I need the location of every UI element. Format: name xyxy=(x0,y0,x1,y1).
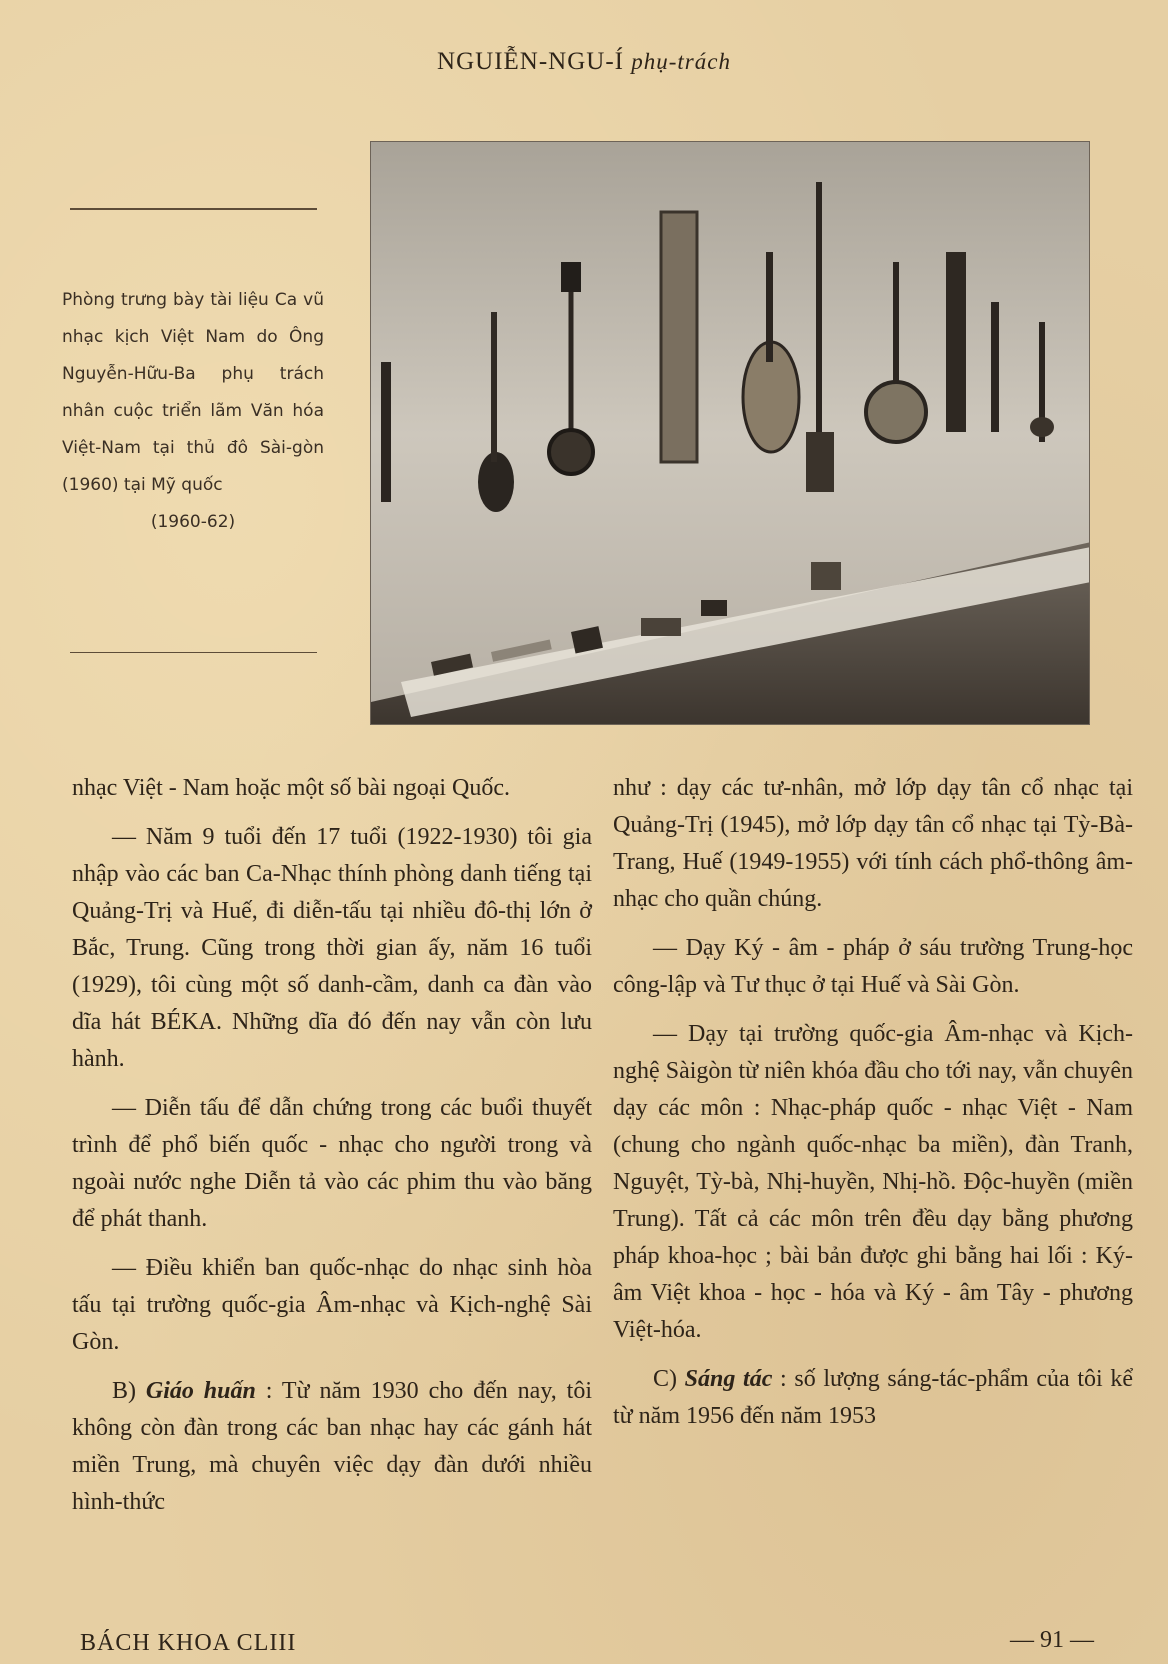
section-b-marker: B) xyxy=(112,1378,146,1404)
photo-instruments-exhibit xyxy=(371,142,1090,725)
right-paragraph-2: — Dạy Ký - âm - pháp ở sáu trường Trung-học công-lập và Tư thục ở tại Huế và Sài Gòn. xyxy=(613,935,1133,998)
left-paragraph-3: — Diễn tấu để dẫn chứng trong các buổi thuyết trình để phổ biến quốc - nhạc cho người trong và ngoài nước nghe Diễn tả vào các phim thu vào băng để phát thanh. xyxy=(72,1095,592,1232)
author-name: NGUIỄN-NGU-Í xyxy=(437,48,624,75)
right-column xyxy=(613,770,1133,1447)
section-c-text: : số lượng sáng-tác-phẩm của tôi kể từ năm 1956 đến năm 1953 xyxy=(613,1366,1133,1429)
photo-caption xyxy=(62,282,324,541)
caption-rule-top xyxy=(70,208,317,210)
magazine-footer: BÁCH KHOA CLIII xyxy=(80,1630,297,1656)
left-paragraph-5 xyxy=(72,1373,592,1521)
left-paragraph-4: — Điều khiển ban quốc-nhạc do nhạc sinh hòa tấu tại trường quốc-gia Âm-nhạc và Kịch-nghệ Sài Gòn. xyxy=(72,1255,592,1355)
left-column xyxy=(72,770,592,1533)
caption-rule-bottom xyxy=(70,652,317,653)
right-paragraph-1: như : dạy các tư-nhân, mở lớp dạy tân cổ nhạc tại Quảng-Trị (1945), mở lớp dạy tân cổ nhạc tại Tỳ-Bà-Trang, Huế (1949-1955) với tính cách phổ-thông âm-nhạc cho quần chúng. xyxy=(613,775,1133,912)
right-paragraph-3: — Dạy tại trường quốc-gia Âm-nhạc và Kịch-nghệ Sàigòn từ niên khóa đầu cho tới nay, vẫn chuyên dạy các môn : Nhạc-pháp quốc - nhạc Việt - Nam (chung cho ngành quốc-nhạc ba miền), đàn Tranh, Nguyệt, Tỳ-bà, Nhị-huyền, Nhị-hồ. Độc-huyền (miền Trung). Tất cả các môn trên đều dạy bằng phương pháp khoa-học ; bài bản được ghi bằng hai lối : Ký-âm Việt khoa - học - hóa và Ký - âm Tây - phương Việt-hóa. xyxy=(613,1021,1133,1343)
caption-date: (1960-62) xyxy=(150,512,236,532)
caption-text: Phòng trưng bày tài liệu Ca vũ nhạc kịch Việt Nam do Ông Nguyễn-Hữu-Ba phụ trách nhân cuộc triển lãm Văn hóa Việt-Nam tại thủ đô Sài-gòn (1960) tại Mỹ quốc xyxy=(62,290,324,495)
left-paragraph-1: nhạc Việt - Nam hoặc một số bài ngoại Quốc. xyxy=(72,775,510,801)
section-b-title: Giáo huấn xyxy=(145,1378,256,1404)
author-role: phụ-trách xyxy=(631,49,731,74)
left-paragraph-2: — Năm 9 tuổi đến 17 tuổi (1922-1930) tôi gia nhập vào các ban Ca-Nhạc thính phòng danh tiếng tại Quảng-Trị và Huế, đi diễn-tấu tại nhiều đô-thị lớn ở Bắc, Trung. Cũng trong thời gian ấy, năm 16 tuổi (1929), tôi cùng một số danh-cầm, danh ca đàn vào dĩa hát BÉKA. Những dĩa đó đến nay vẫn còn lưu hành. xyxy=(72,824,592,1072)
right-paragraph-4 xyxy=(613,1361,1133,1435)
instrument-flute xyxy=(381,362,391,502)
section-b-text: : Từ năm 1930 cho đến nay, tôi không còn đàn trong các ban nhạc hay các gánh hát miền Trung, mà chuyên việc dạy đàn dưới nhiều hình-thức xyxy=(72,1378,593,1515)
page-number: — 91 — xyxy=(1010,1627,1094,1653)
section-c-marker: C) xyxy=(653,1366,685,1392)
instrument-zither xyxy=(661,212,697,462)
page-header xyxy=(0,48,1168,76)
section-c-title: Sáng tác xyxy=(684,1366,773,1392)
instrument-exhibit-photo xyxy=(370,141,1090,725)
